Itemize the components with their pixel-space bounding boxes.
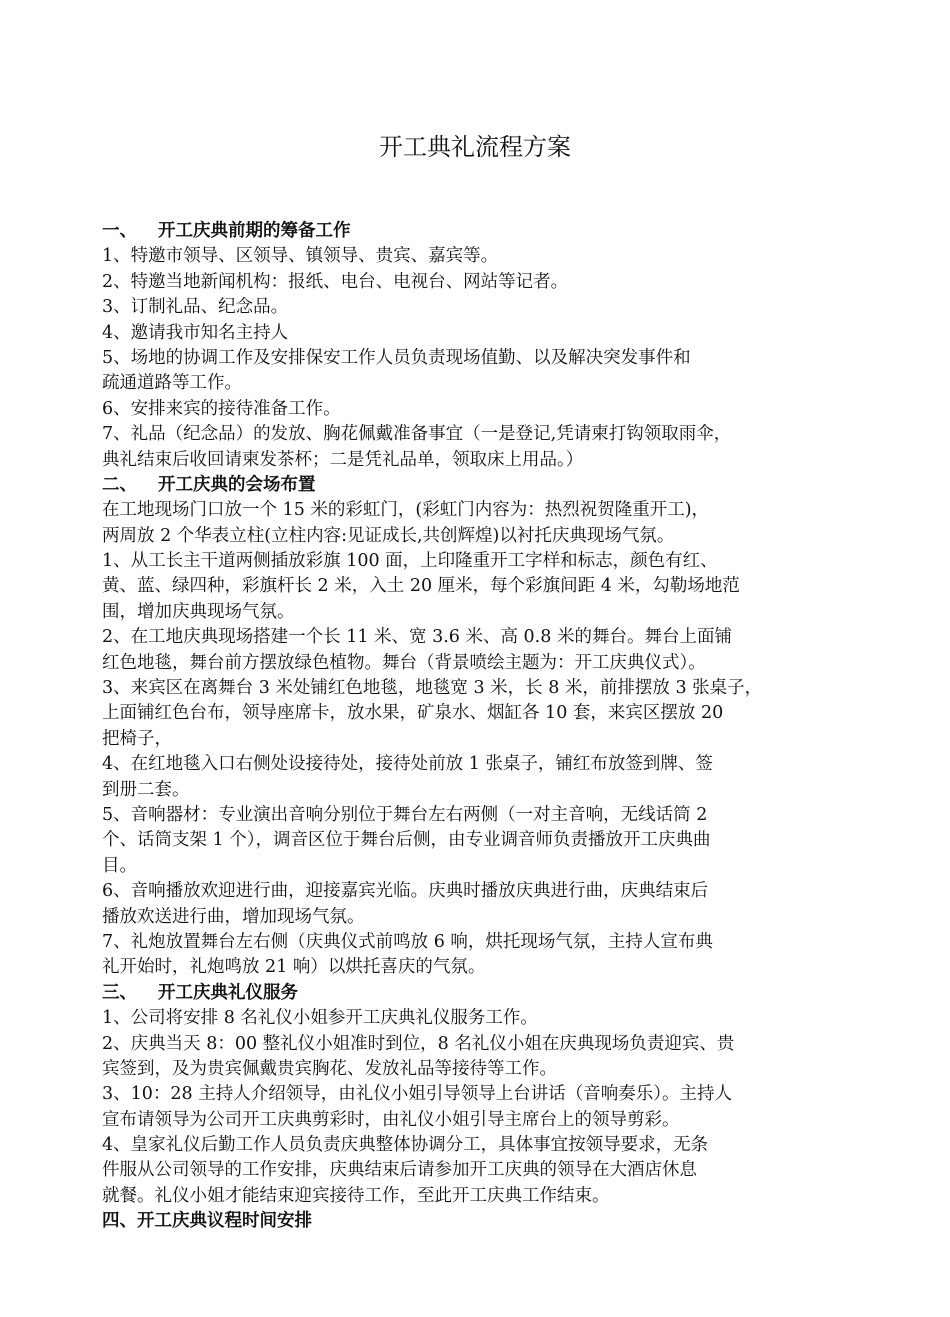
paragraph-line: 2、庆典当天 8：00 整礼仪小姐准时到位，8 名礼仪小姐在庆典现场负责迎宾、贵 (102, 1033, 735, 1054)
paragraph-line: 1、从工长主干道两侧插放彩旗 100 面，上印隆重开工字样和标志，颜色有红、 (102, 551, 718, 572)
paragraph-line: 4、邀请我市知名主持人 (102, 322, 289, 343)
section-heading (102, 473, 862, 498)
paragraph-line: 到册二套。 (102, 779, 190, 800)
section-heading-text: 开工庆典礼仪服务 (158, 982, 298, 1003)
paragraph-line: 件服从公司领导的工作安排，庆典结束后请参加开工庆典的领导在大酒店休息 (102, 1160, 697, 1181)
paragraph-line: 6、安排来宾的接待准备工作。 (102, 398, 341, 419)
paragraph-line: 4、在红地毯入口右侧处设接待处，接待处前放 1 张桌子，铺红布放签到牌、签 (102, 754, 713, 775)
paragraph-line: 3、来宾区在离舞台 3 米处铺红色地毯，地毯宽 3 米，长 8 米，前排摆放 3 张桌子， (102, 678, 763, 699)
paragraph-line: 典礼结束后收回请柬发茶杯；二是凭礼品单，领取床上用品。） (102, 449, 584, 470)
document-body (102, 219, 862, 1235)
paragraph-line: 礼开始时，礼炮鸣放 21 响）以烘托喜庆的气氛。 (102, 957, 486, 978)
paragraph-line: 宣布请领导为公司开工庆典剪彩时，由礼仪小姐引导主席台上的领导剪彩。 (102, 1109, 680, 1130)
paragraph-line: 个、话筒支架 1 个），调音区位于舞台后侧，由专业调音师负责播放开工庆典曲 (102, 830, 711, 851)
paragraph-line: 两周放 2 个华表立柱(立柱内容:见证成长,共创辉煌)以衬托庆典现场气氛。 (102, 525, 675, 546)
paragraph-line: 围，增加庆典现场气氛。 (102, 601, 295, 622)
document-title: 开工典礼流程方案 (379, 133, 571, 161)
paragraph-line: 黄、蓝、绿四种，彩旗杆长 2 米，入土 20 厘米，每个彩旗间距 4 米，勾勒场地范 (102, 576, 740, 597)
paragraph-line: 3、10：28 主持人介绍领导，由礼仪小姐引导领导上台讲话（音响奏乐）。主持人 (102, 1084, 732, 1105)
paragraph-line: 播放欢送进行曲，增加现场气氛。 (102, 906, 365, 927)
paragraph-line: 5、场地的协调工作及安排保安工作人员负责现场值勤、以及解决突发事件和 (102, 347, 691, 368)
paragraph-line: 2、在工地庆典现场搭建一个长 11 米、宽 3.6 米、高 0.8 米的舞台。舞台上面铺 (102, 627, 732, 648)
paragraph-line: 7、礼炮放置舞台左右侧（庆典仪式前鸣放 6 响，烘托现场气氛，主持人宣布典 (102, 931, 713, 952)
paragraph-line: 上面铺红色台布，领导座席卡，放水果，矿泉水、烟缸各 10 套，来宾区摆放 20 (102, 703, 724, 724)
paragraph-line: 就餐。礼仪小姐才能结束迎宾接待工作，至此开工庆典工作结束。 (102, 1185, 610, 1206)
paragraph-line: 把椅子， (102, 728, 172, 749)
section-heading (102, 1209, 862, 1234)
paragraph-line: 在工地现场门口放一个 15 米的彩虹门，(彩虹门内容为：热烈祝贺隆重开工)， (102, 500, 710, 521)
section-number: 二、 (102, 474, 137, 495)
section-heading (102, 219, 862, 244)
section-number: 三、 (102, 982, 137, 1003)
paragraph-line: 3、订制礼品、纪念品。 (102, 297, 289, 318)
paragraph-line: 1、公司将安排 8 名礼仪小姐参开工庆典礼仪服务工作。 (102, 1008, 538, 1029)
paragraph-line: 1、特邀市领导、区领导、镇领导、贵宾、嘉宾等。 (102, 246, 499, 267)
paragraph-line: 疏通道路等工作。 (102, 373, 242, 394)
paragraph-line: 6、音响播放欢迎进行曲，迎接嘉宾光临。庆典时播放庆典进行曲，庆典结束后 (102, 881, 709, 902)
paragraph-line: 红色地毯，舞台前方摆放绿色植物。舞台（背景喷绘主题为：开工庆典仪式）。 (102, 652, 706, 673)
section-heading-text: 开工庆典的会场布置 (158, 474, 316, 495)
section-heading-text: 开工庆典前期的筹备工作 (158, 221, 351, 241)
section-heading (102, 981, 862, 1006)
paragraph-line: 4、皇家礼仪后勤工作人员负责庆典整体协调分工，具体事宜按领导要求，无条 (102, 1135, 709, 1156)
section-heading-text: 四、开工庆典议程时间安排 (102, 1211, 312, 1232)
paragraph-line: 目。 (102, 855, 137, 876)
paragraph-line: 5、音响器材：专业演出音响分别位于舞台左右两侧（一对主音响，无线话筒 2 (102, 804, 708, 825)
paragraph-line: 2、特邀当地新闻机构：报纸、电台、电视台、网站等记者。 (102, 271, 569, 292)
section-number: 一、 (102, 221, 137, 241)
paragraph-line: 宾签到，及为贵宾佩戴贵宾胸花、发放礼品等接待等工作。 (102, 1058, 557, 1079)
paragraph-line: 7、礼品（纪念品）的发放、胸花佩戴准备事宜（一是登记,凭请柬打钩领取雨伞， (102, 424, 732, 445)
